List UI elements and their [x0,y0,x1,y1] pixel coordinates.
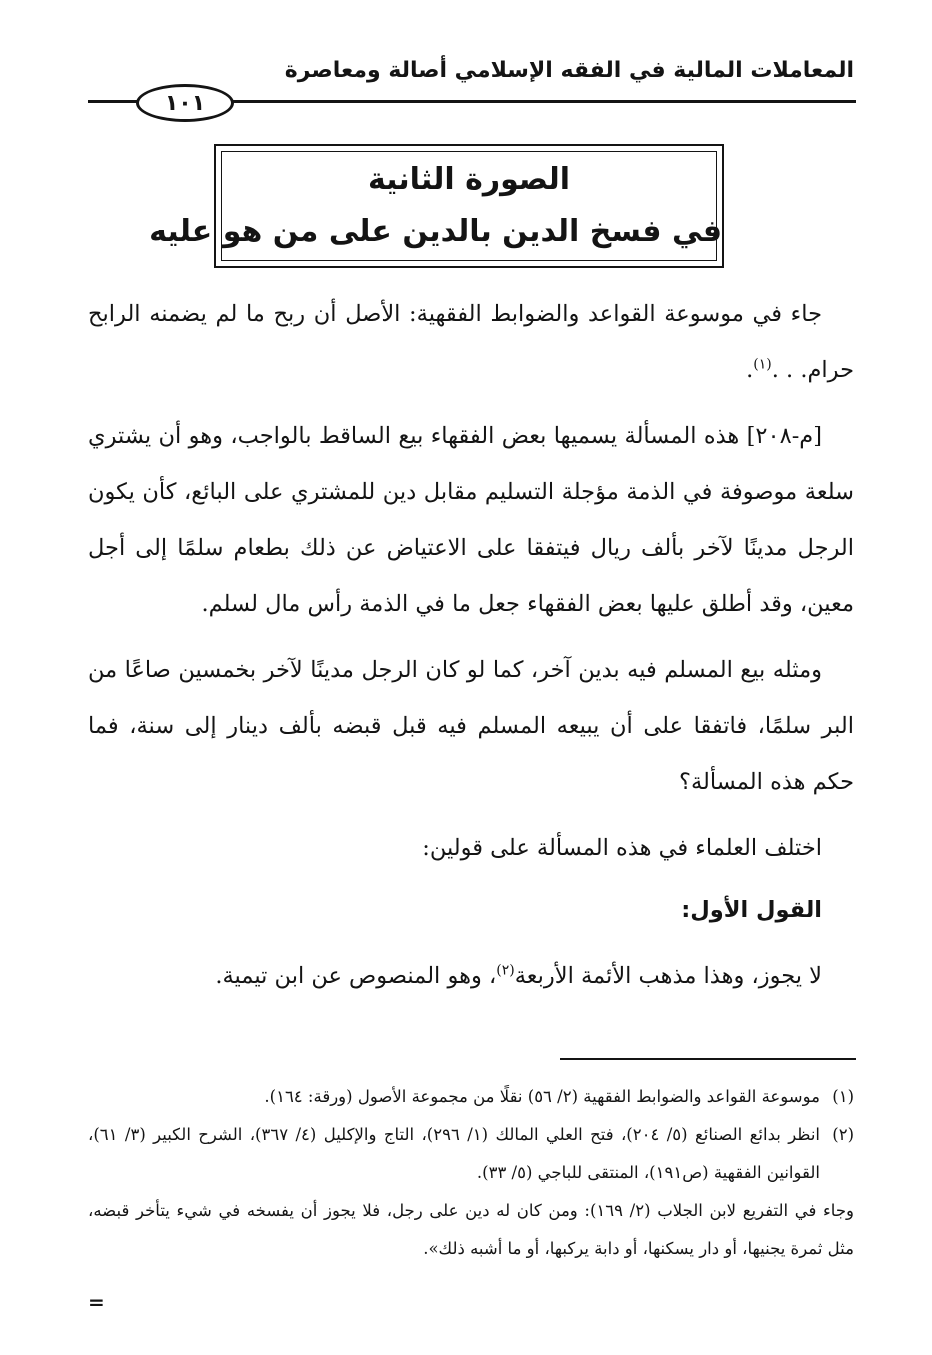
paragraph-3: ومثله بيع المسلم فيه بدين آخر، كما لو كان الرجل مدينًا لآخر بخمسين صاعًا من البر سلمًا، فاتفقا على أن يبيعه المسلم فيه قبل قبضه بألف دينار إلى سنة، فما حكم هذه المسألة؟ [88,657,854,795]
paragraph-2: [م-٢٠٨] هذه المسألة يسميها بعض الفقهاء بيع الساقط بالواجب، وهو أن يشتري سلعة موصوفة في الذمة مؤجلة التسليم مقابل دين للمشتري على البائع، كأن يكون الرجل مدينًا لآخر بألف ريال فيتفقا على الاعتياض عن ذلك بطعام سلمًا إلى أجل معين، وقد أطلق عليها بعض الفقهاء جعل ما في الذمة رأس مال لسلم. [88,423,854,617]
footnote-1-number: (١) [832,1087,854,1106]
paragraph-1-end: . [746,357,754,383]
footnote-2-number: (٢) [832,1125,855,1144]
footnotes [88,1078,854,1268]
footnote-1-text: موسوعة القواعد والضوابط الفقهية (٢/ ٥٦) نقلًا من مجموعة الأصول (ورقة: ١٦٤). [264,1087,820,1106]
body-text [88,286,854,1004]
page-number-badge: ١٠١ [136,84,234,122]
paragraph-5-text-a: لا يجوز، وهذا مذهب الأئمة الأربعة [514,963,822,989]
paragraph-5 [88,948,854,1004]
footnote-2 [88,1116,854,1192]
paragraph-1-text: جاء في موسوعة القواعد والضوابط الفقهية: الأصل أن ربح ما لم يضمنه الرابح حرام. . . [88,301,854,383]
subheading-first-opinion: القول الأول: [681,897,822,923]
section-title-frame [149,144,724,268]
section-title-line-2: في فسخ الدين بالدين على من هو عليه [149,214,722,249]
paragraph-5-text-b: ، وهو المنصوص عن ابن تيمية. [215,963,497,989]
running-title: المعاملات المالية في الفقه الإسلامي أصالة ومعاصرة [284,58,854,83]
footnote-2-text: انظر بدائع الصنائع (٥/ ٢٠٤)، فتح العلي المالك (١/ ٢٩٦)، التاج والإكليل (٤/ ٣٦٧)، الشرح الكبير (٣/ ٦١)، القوانين الفقهية (ص١٩١)، المنتقى للباجي (٥/ ٣٣). [88,1125,821,1182]
footnote-continuation-marker: = [88,1290,105,1314]
section-title-line-1: الصورة الثانية [367,162,571,197]
footnote-2-continuation: وجاء في التفريع لابن الجلاب (٢/ ١٦٩): ومن كان له دين على رجل، فلا يجوز أن يفسخه في شيء يتأخر قبضه، مثل ثمرة يجنيها، أو دار يسكنها، أو دابة يركبها، أو ما أشبه ذلك». [88,1201,855,1258]
footnote-ref-1: (١) [753,356,772,373]
footnote-ref-2: (٢) [496,962,515,979]
footnote-1 [88,1078,854,1116]
paragraph-4: اختلف العلماء في هذه المسألة على قولين: [422,835,822,861]
paragraph-1 [88,286,854,398]
footnote-separator [560,1058,856,1060]
